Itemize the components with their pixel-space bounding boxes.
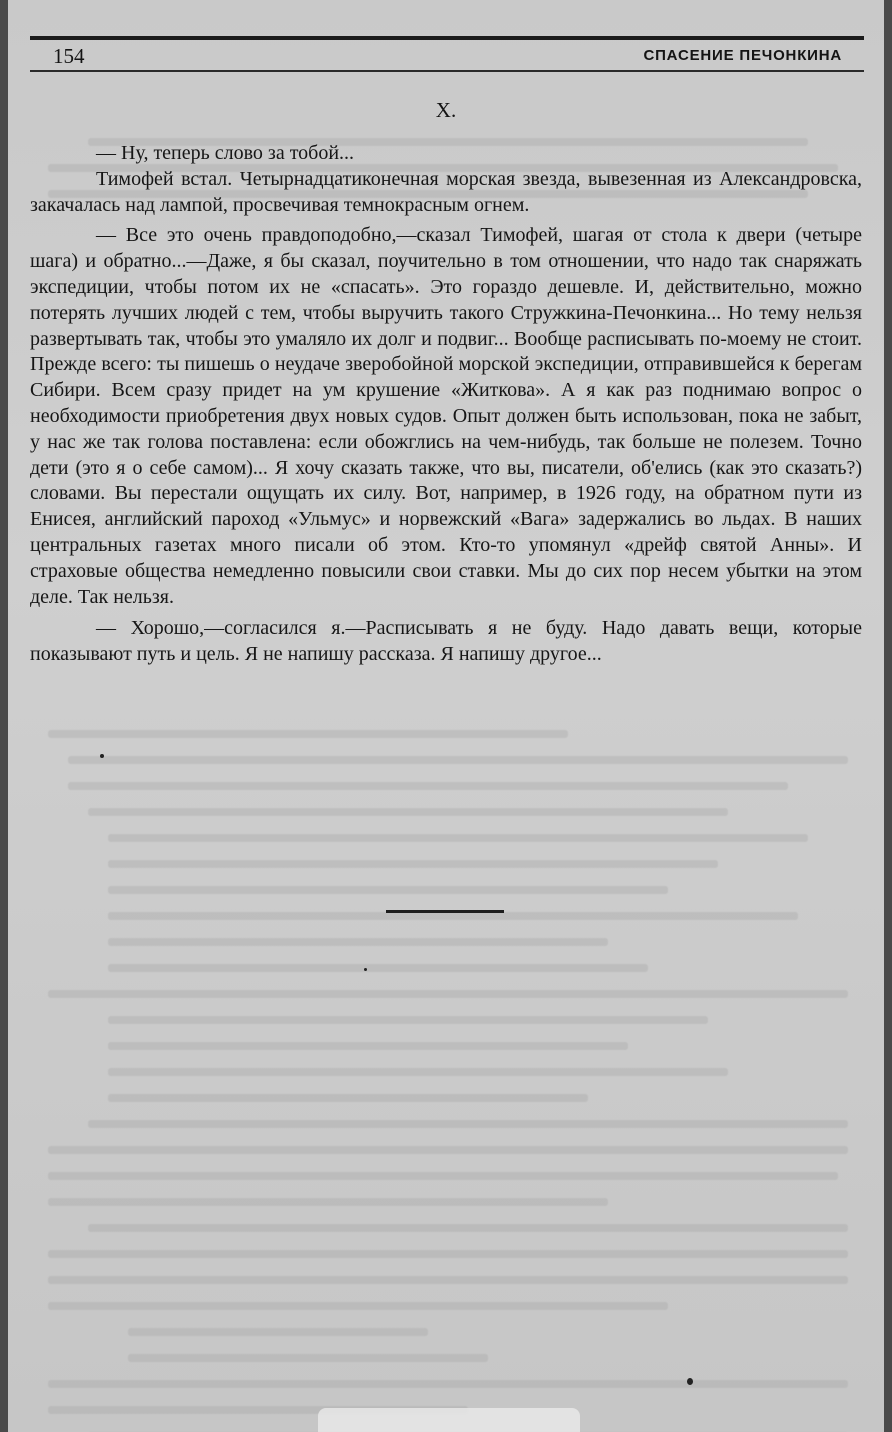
ink-speck — [687, 1378, 693, 1385]
book-page — [8, 0, 884, 1432]
section-end-rule — [386, 910, 504, 913]
ink-speck — [364, 968, 367, 971]
chapter-heading: X. — [435, 98, 457, 122]
paragraph: — Хорошо,—согласился я.—Расписывать я не буду. Надо давать вещи, которые показывают путь и цель. Я не напишу рассказа. Я напишу другое... — [30, 617, 862, 666]
running-title: СПАСЕНИЕ ПЕЧОНКИНА — [643, 47, 842, 64]
body-text — [30, 141, 862, 668]
paragraph: Тимофей встал. Четырнадцатиконечная морская звезда, вывезенная из Александровска, закачалась над лампой, просвечивая темнокрасным огнем. — [30, 167, 862, 216]
paragraph: — Все это очень правдоподобно,—сказал Тимофей, шагая от стола к двери (четыре шага) и обратно...—Даже, я бы сказал, поучительно в том отношении, что надо так снаряжать экспедиции, чтобы потом их не «спасать». Это гораздо дешевле. И, действительно, можно потерять лучших людей с тем, чтобы выручить такого Стружкина-Печонкина... Но тему нельзя развертывать так, чтобы это умаляло их долг и подвиг... Вообще расписывать по-моему не стоит. Прежде всего: ты пишешь о неудаче зверобойной морской экспедиции, отправившейся к берегам Сибири. Всем сразу придет на ум крушение «Житкова». А я как раз поднимаю вопрос о необходимости приобретения двух новых судов. Опыт должен быть использован, пока не забыт, у нас же так голова поставлена: если обожглись на чем-нибудь, так больше не полезем. Точно дети (это я о себе самом)... Я хочу сказать также, что вы, писатели, об'елись (как это сказать?) словами. Вы перестали ощущать их силу. Вот, например, в 1926 году, на обратном пути из Енисея, английский пароход «Ульмус» и норвежский «Вага» задержались во льдах. В наших центральных газетах много писали об этом. Кто-то упомянул «дрейф святой Анны». И страховые общества немедленно повысили свои ставки. Мы до сих пор несем убытки на этом деле. Так нельзя. — [30, 224, 862, 608]
header-rule-top — [30, 36, 864, 40]
ink-speck — [100, 754, 104, 758]
page-number: 154 — [53, 44, 85, 68]
viewer-tab-overlay — [318, 1408, 580, 1432]
paragraph: — Ну, теперь слово за тобой... — [96, 142, 355, 164]
header-rule-bottom — [30, 70, 864, 72]
